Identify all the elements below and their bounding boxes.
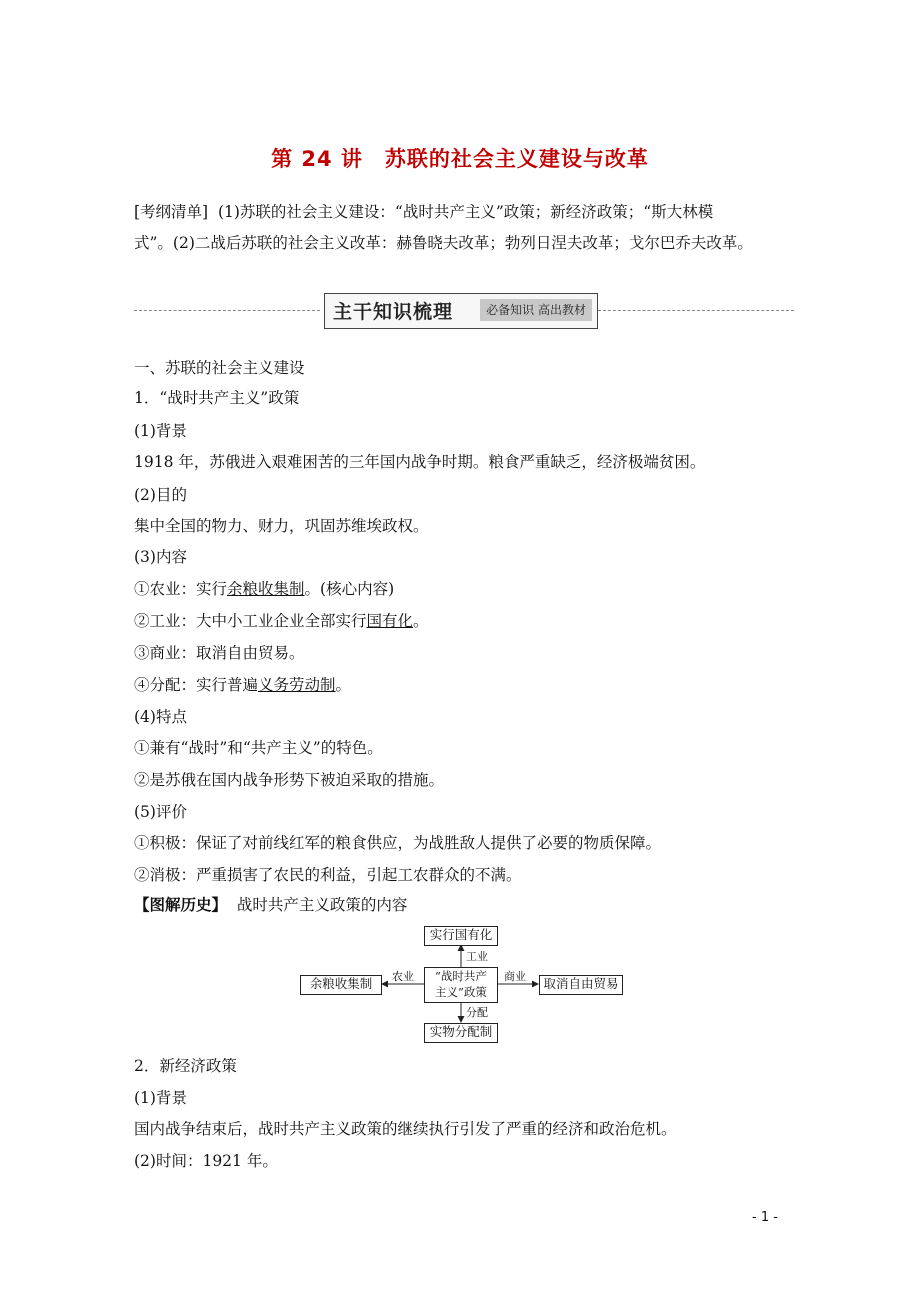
page-number: - 1 - [752, 1210, 778, 1225]
banner-sub-text: 必备知识 高出教材 [480, 299, 592, 321]
list-text: ①农业：实行 [134, 580, 228, 598]
label-industry: 工业 [466, 950, 488, 963]
outline-line-1 [134, 197, 794, 228]
diagram-node-right: 取消自由贸易 [539, 975, 623, 995]
list-text: 。 [413, 612, 429, 630]
list-item [134, 577, 394, 599]
item-heading: (2)目的 [134, 486, 187, 504]
diagram-node-bottom: 实物分配制 [424, 1023, 498, 1043]
center-line-2: 主义”政策 [435, 985, 487, 999]
list-item: ②消极：严重损害了农民的利益，引起工农群众的不满。 [134, 866, 522, 884]
list-text: 。(核心内容) [304, 580, 395, 598]
outline-text-1: (1)苏联的社会主义建设：“战时共产主义”政策；新经济政策；“斯大林模 [217, 203, 714, 221]
paragraph: 集中全国的物力、财力，巩固苏维埃政权。 [134, 517, 429, 535]
key-term: 义务劳动制 [258, 676, 336, 694]
policy-diagram [296, 922, 626, 1044]
diagram-node-left: 余粮收集制 [300, 975, 382, 995]
list-text: ④分配：实行普遍 [134, 676, 259, 694]
section-banner [134, 293, 794, 329]
paragraph: 1918 年，苏俄进入艰难困苦的三年国内战争时期。粮食严重缺乏，经济极端贫困。 [134, 453, 706, 471]
paragraph: 国内战争结束后，战时共产主义政策的继续执行引发了严重的经济和政治危机。 [134, 1120, 677, 1138]
list-text: 。 [335, 676, 352, 694]
item-heading: (1)背景 [134, 422, 187, 440]
outline-text-2: 式”。(2)二战后苏联的社会主义改革：赫鲁晓夫改革；勃列日涅夫改革；戈尔巴乔夫改革。 [134, 234, 753, 252]
banner-box [324, 293, 598, 329]
diagram-node-center [424, 967, 498, 1003]
label-distribution: 分配 [466, 1006, 488, 1019]
list-item: ②是苏俄在国内战争形势下被迫采取的措施。 [134, 771, 445, 789]
section-heading: 一、苏联的社会主义建设 [134, 359, 305, 377]
exam-outline [134, 197, 794, 259]
center-line-1: “战时共产 [435, 969, 487, 983]
diagram-heading [134, 893, 407, 915]
subsection-heading: 2．新经济政策 [134, 1057, 237, 1075]
list-item [134, 609, 429, 631]
subsection-heading: 1．“战时共产主义”政策 [134, 389, 300, 407]
item-heading: (3)内容 [134, 548, 187, 566]
diagram-label: 【图解历史】 [134, 895, 228, 914]
list-item: ①兼有“战时”和“共产主义”的特色。 [134, 739, 383, 757]
key-term: 余粮收集制 [227, 580, 305, 598]
item-heading: (4)特点 [134, 708, 187, 726]
page-title [0, 143, 920, 173]
lecture-number: 第 24 讲 [271, 147, 363, 171]
label-agriculture: 农业 [392, 970, 414, 983]
item-heading: (2)时间：1921 年。 [134, 1152, 278, 1170]
banner-rule-right [598, 310, 794, 311]
outline-label: [考纲清单] [134, 203, 209, 221]
banner-rule-left [134, 310, 320, 311]
list-item: ①积极：保证了对前线红军的粮食供应，为战胜敌人提供了必要的物质保障。 [134, 834, 662, 852]
key-term: 国有化 [366, 612, 414, 630]
diagram-node-top: 实行国有化 [424, 926, 498, 946]
item-heading: (1)背景 [134, 1089, 187, 1107]
diagram-caption: 战时共产主义政策的内容 [236, 896, 408, 914]
label-commerce: 商业 [504, 970, 526, 983]
list-item [134, 673, 351, 695]
item-heading: (5)评价 [134, 803, 187, 821]
banner-main-text: 主干知识梳理 [333, 301, 454, 323]
list-item: ③商业：取消自由贸易。 [134, 644, 305, 662]
lecture-topic: 苏联的社会主义建设与改革 [384, 147, 649, 171]
list-text: ②工业：大中小工业企业全部实行 [134, 612, 367, 630]
